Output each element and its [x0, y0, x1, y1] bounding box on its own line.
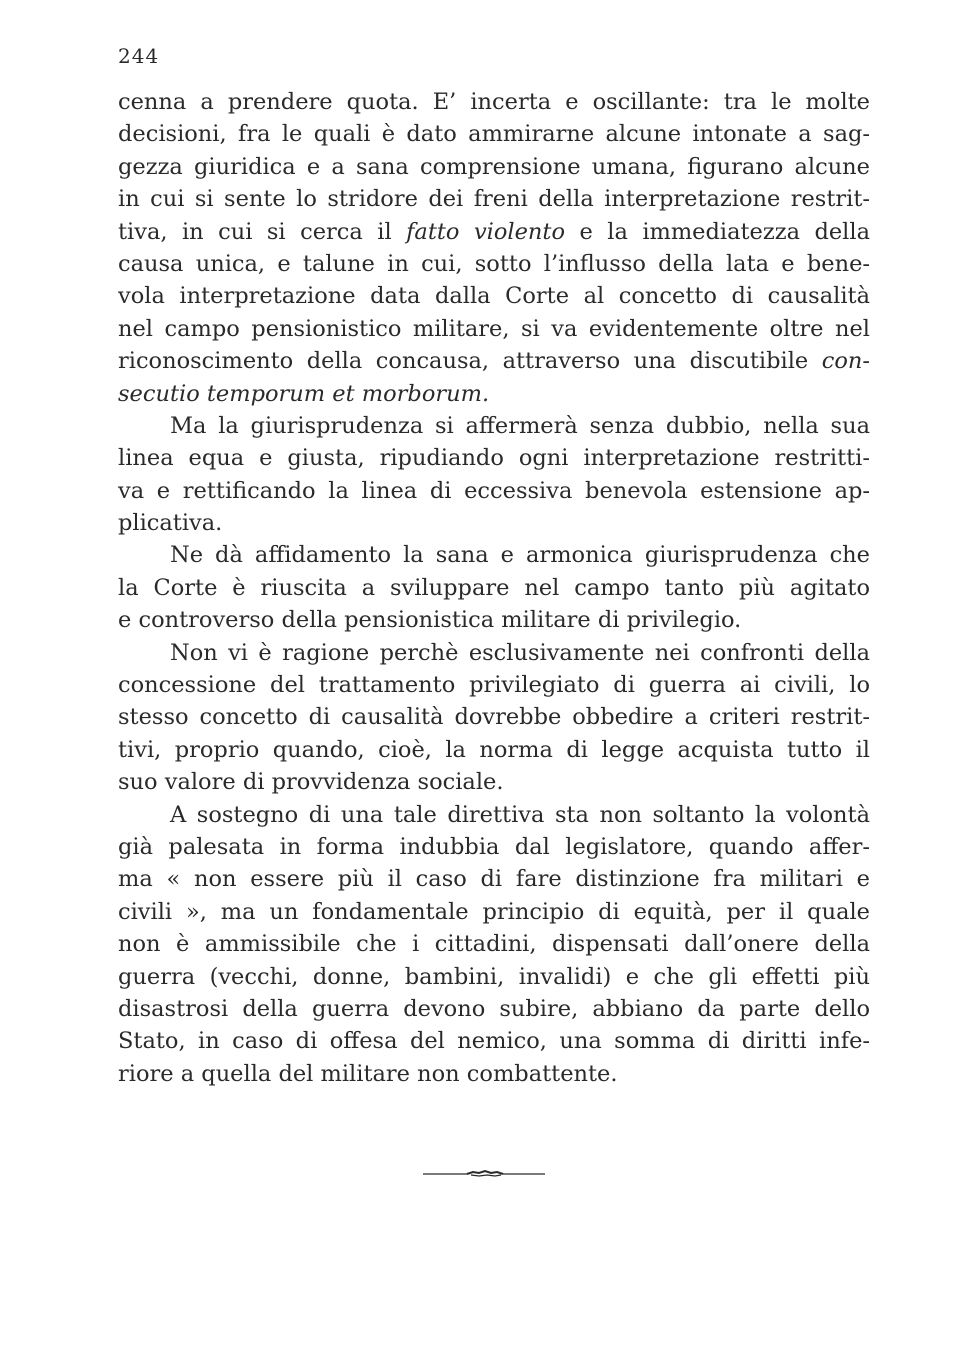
text-line: vola interpretazione data dalla Corte al concetto di causalità [118, 283, 870, 310]
text-line: già palesata in forma indubbia dal legislatore, quando affer- [118, 833, 870, 860]
text-line: suo valore di provvidenza sociale. [118, 769, 504, 796]
text-line: non è ammissibile che i cittadini, dispensati dall’onere della [118, 931, 870, 958]
body-text [118, 86, 870, 1090]
text-line: tivi, proprio quando, cioè, la norma di legge acquista tutto il [118, 736, 870, 763]
text-line: A sostegno di una tale direttiva sta non soltanto la volontà [170, 801, 870, 828]
paragraph [118, 539, 870, 636]
text-line: Ne dà affidamento la sana e armonica giurisprudenza che [170, 542, 870, 569]
text-line: causa unica, e talune in cui, sotto l’influsso della lata e bene- [118, 250, 870, 277]
text-line: Ma la giurisprudenza si affermerà senza dubbio, nella sua [170, 412, 870, 439]
text-line: plicativa. [118, 510, 223, 537]
text-line [118, 216, 870, 248]
text-line: riore a quella del militare non combattente. [118, 1060, 618, 1087]
italic-text: con- [821, 348, 870, 375]
text-line: Non vi è ragione perchè esclusivamente nei confronti della [170, 639, 870, 666]
text-line: ma « non essere più il caso di fare distinzione fra militari e [118, 866, 870, 893]
text-line: in cui si sente lo stridore dei freni della interpretazione restrit- [118, 186, 870, 213]
text-segment: riconoscimento della concausa, attraverso una discutibile [118, 348, 822, 375]
page-number: 244 [118, 44, 160, 68]
italic-text: fatto violento [406, 218, 565, 245]
text-line: concessione del trattamento privilegiato di guerra ai civili, lo [118, 672, 870, 699]
text-line [118, 378, 870, 410]
text-line: decisioni, fra le quali è dato ammirarne alcune intonate a sag- [118, 121, 870, 148]
text-line: Stato, in caso di offesa del nemico, una somma di diritti infe- [118, 1028, 870, 1055]
text-line: nel campo pensionistico militare, si va evidentemente oltre nel [118, 315, 870, 342]
text-line: civili », ma un fondamentale principio di equità, per il quale [118, 898, 870, 925]
text-segment: tiva, in cui si cerca il [118, 218, 407, 245]
text-line: linea equa e giusta, ripudiando ogni interpretazione restritti- [118, 445, 870, 472]
text-line: gezza giuridica e a sana comprensione umana, figurano alcune [118, 153, 870, 180]
text-line: stesso concetto di causalità dovrebbe obbedire a criteri restrit- [118, 704, 870, 731]
text-line: cenna a prendere quota. E’ incerta e oscillante: tra le molte [118, 89, 870, 115]
decorative-rule-icon [423, 1168, 545, 1180]
paragraph [118, 410, 870, 540]
italic-text: secutio temporum et morborum. [118, 380, 490, 407]
text-line: e controverso della pensionistica militare di privilegio. [118, 607, 742, 634]
text-line: la Corte è riuscita a sviluppare nel campo tanto più agitato [118, 574, 870, 601]
paragraph [118, 86, 870, 410]
text-line: guerra (vecchi, donne, bambini, invalidi) e che gli effetti più [118, 963, 870, 990]
text-line: va e rettificando la linea di eccessiva benevola estensione ap- [118, 477, 870, 504]
text-segment: e la immediatezza della [565, 218, 870, 245]
text-line: disastrosi della guerra devono subire, abbiano da parte dello [118, 995, 870, 1022]
paragraph [118, 799, 870, 1091]
paragraph [118, 637, 870, 799]
text-line [118, 345, 870, 377]
